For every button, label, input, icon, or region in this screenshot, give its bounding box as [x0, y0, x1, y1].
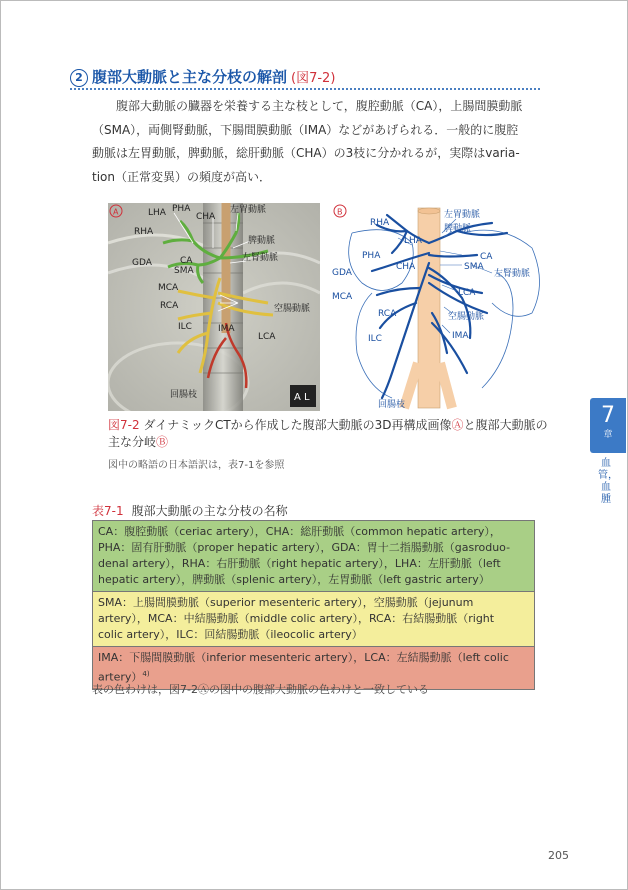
branch-table — [92, 520, 535, 690]
table-title — [92, 502, 288, 519]
table-row-line: PHA：固有肝動脈（proper hepatic artery），GDA：胃十二指腸動脈（gasroduo- — [98, 541, 511, 554]
citation-marker: 4) — [142, 670, 150, 678]
fig-a-label-ca: CA — [180, 256, 193, 266]
caption-text-2: と腹部大動脈の主な分岐 — [108, 418, 548, 449]
page-number: 205 — [548, 849, 569, 862]
fig-a-label-rha: RHA — [134, 227, 154, 237]
dotted-divider — [70, 88, 540, 90]
section-fig-ref: (図7-2) — [291, 71, 336, 86]
fig-a-label-ima: IMA — [218, 324, 235, 334]
section-number: 2 — [70, 69, 88, 87]
body-paragraph — [92, 95, 547, 189]
fig-b-label-sma: SMA — [464, 262, 484, 272]
table-row-line: IMA：下腸間膜動脈（inferior mesenteric artery），LCA：左結腸動脈（left colic — [98, 651, 509, 664]
fig-a-label-lha: LHA — [148, 208, 166, 218]
figure-a-ct-image — [108, 203, 320, 411]
table-row-line: colic artery），ILC：回結腸動脈（ileocolic artery） — [98, 628, 363, 641]
fig-b-label-cha: CHA — [396, 262, 416, 272]
fig-b-label-lha: LHA — [404, 236, 422, 246]
caption-label: 図7-2 — [108, 418, 140, 432]
table-title-text: 腹部大動脈の主な分枝の名称 — [131, 504, 288, 518]
chapter-title-vertical: 血管，血腫 — [598, 458, 618, 505]
fig-a-label-lca: LCA — [258, 332, 276, 342]
caption-circle-b: Ⓑ — [156, 435, 169, 449]
body-line: tion（正常変異）の頻度が高い． — [92, 169, 271, 184]
caption-circle-a: Ⓐ — [451, 418, 464, 432]
fig-a-label-ilc: ILC — [178, 322, 192, 332]
fig-b-label-ileocolic: 回腸枝 — [378, 400, 406, 410]
fig-b-label-mca: MCA — [332, 292, 353, 302]
table-row-text: artery） — [98, 670, 143, 684]
fig-b-label-gda: GDA — [332, 268, 352, 278]
chapter-tab — [590, 398, 626, 453]
table-row-line: SMA：上腸間膜動脈（superior mesenteric artery），空腸動脈（jejunum — [98, 596, 474, 609]
figure-note: 図中の略語の日本語訳は，表7-1を参照 — [108, 460, 285, 471]
fig-a-label-pha: PHA — [172, 204, 191, 214]
fig-b-label-ima: IMA — [452, 331, 469, 341]
orientation-text: A L — [294, 392, 310, 403]
fig-b-marker: B — [337, 207, 343, 217]
fig-b-label-rca: RCA — [378, 309, 397, 319]
table-row-line: hepatic artery），脾動脈（splenic artery），左胃動脈（left gastric artery） — [98, 573, 490, 586]
caption-text-1: ダイナミックCTから作成した腹部大動脈の3D再構成画像 — [143, 418, 452, 432]
fig-b-label-ca: CA — [480, 252, 493, 262]
figure-caption — [108, 417, 553, 451]
fig-b-label-renal: 左腎動脈 — [494, 269, 531, 279]
fig-a-label-gda: GDA — [132, 258, 152, 268]
table-row-sma — [93, 592, 534, 647]
table-row-celiac — [93, 521, 534, 592]
fig-a-label-sma: SMA — [174, 266, 194, 276]
fig-b-label-lca: LCA — [458, 288, 476, 298]
chapter-label: 章 — [603, 430, 613, 440]
fig-a-label-renal: 左腎動脈 — [242, 253, 279, 263]
fig-a-label-ileocolic: 回腸枝 — [170, 390, 198, 400]
table-row-line: artery），MCA：中結腸動脈（middle colic artery），RCA：右結腸動脈（right — [98, 612, 495, 625]
chapter-number: 7 — [601, 403, 615, 428]
fig-a-label-splenic: 脾動脈 — [248, 236, 276, 246]
fig-b-label-pha: PHA — [362, 251, 381, 261]
fig-a-label-mca: MCA — [158, 283, 179, 293]
fig-a-label-cha: CHA — [196, 212, 216, 222]
table-row-line: CA：腹腔動脈（ceriac artery），CHA：総肝動脈（common hepatic artery）， — [98, 525, 501, 538]
fig-b-label-splenic: 脾動脈 — [444, 224, 472, 234]
table-note: 表の色わけは，図7-2Ⓐの図中の腹部大動脈の色わけと一致している — [92, 683, 429, 696]
fig-a-marker: A — [113, 207, 119, 217]
fig-b-label-rha: RHA — [370, 218, 390, 228]
body-line: 動脈は左胃動脈，脾動脈，総肝動脈（CHA）の3枝に分かれるが，実際はvaria- — [92, 146, 520, 160]
figure-b-svg — [332, 203, 550, 411]
fig-b-label-jejunal: 空腸動脈 — [448, 312, 485, 322]
figure-b-schematic — [332, 203, 550, 411]
table-row-line: denal artery），RHA：右肝動脈（right hepatic artery），LHA：左肝動脈（left — [98, 557, 501, 570]
table-label: 表7-1 — [92, 504, 124, 518]
fig-a-label-jejunal: 空腸動脈 — [274, 304, 311, 314]
fig-b-label-ilc: ILC — [368, 334, 382, 344]
section-title-text: 腹部大動脈と主な分枝の解剖 — [92, 68, 288, 86]
figure-a-svg — [108, 203, 320, 411]
fig-b-label-lgastric: 左胃動脈 — [444, 210, 481, 220]
section-title — [70, 66, 335, 87]
body-line: 腹部大動脈の臓器を栄養する主な枝として，腹腔動脈（CA），上腸間膜動脈 — [116, 99, 523, 113]
fig-a-label-lgastric: 左胃動脈 — [230, 205, 267, 215]
body-line: （SMA），両側腎動脈，下腸間膜動脈（IMA）などがあげられる．一般的に腹腔 — [92, 122, 519, 137]
fig-a-label-rca: RCA — [160, 301, 179, 311]
